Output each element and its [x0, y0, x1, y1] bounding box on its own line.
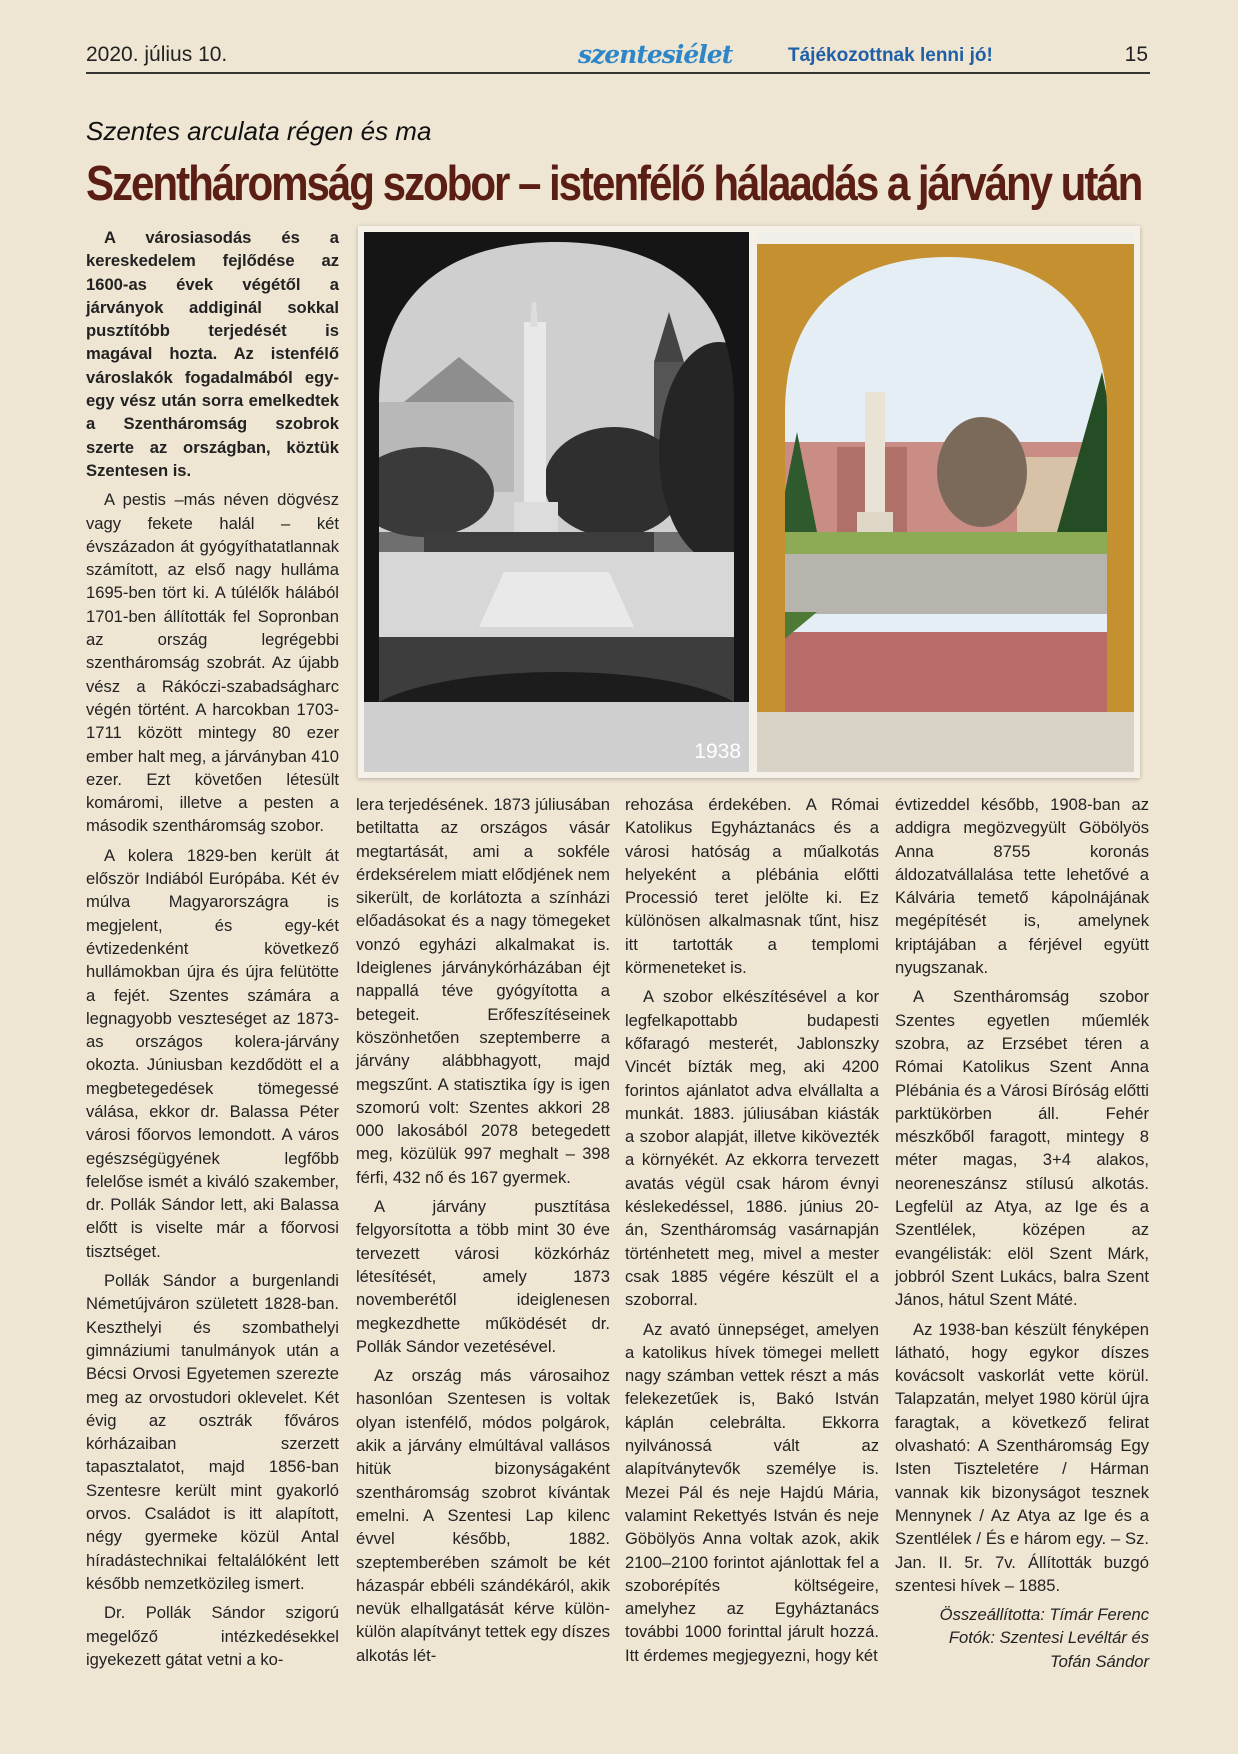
- issue-date: 2020. július 10.: [86, 43, 228, 66]
- column-2: [356, 793, 610, 1673]
- header-slogan: Tájékozottnak lenni jó!: [788, 45, 993, 66]
- paragraph: A kolera 1829-ben került át először Indiából Európába. Két év múlva Magyarországra is megjelent, és egy-két évtizedenként következő hullámokban újra és újra felütötte a fejét. Szentes számára a legnagyobb veszteséget az 1873-as országos kolera-járvány okozta. Júniusban kezdődött el a megbetegedések tömegessé válása, ekkor dr. Balassa Péter városi főorvos lemondott. A város egészségügyének legfőbb felelőse ismét a kiváló szakember, dr. Pollák Sándor lett, aki Balassa előtt is viselte már a főorvosi tisztséget.: [86, 845, 339, 1261]
- paragraph: Pollák Sándor a burgenlandi Németújváron született 1828-ban. Keszthelyi és szombathelyi gimnáziumi tanulmányok után a Bécsi Orvosi Egyetemen szerezte meg az orvostudori oklevelet. Két évig az osztrák főváros kórházaiban szerzett tapasztalatot, majd 1856-ban Szentesre került mint gyakorló orvos. Családot is itt alapított, négy gyermeke közül Antal híradástechnikai feltalálóként lett később nemzetközileg ismert.: [86, 1271, 339, 1593]
- paragraph: lera terjedésének. 1873 júliusában betiltatta az országos vásár megtartását, ami a sokféle érdeksérelem miatt elődjének nem sikerült, de korlátozta a színházi előadásokat és a nagy tömegeket vonzó egyházi alkalmakat is. Ideiglenes járványkórházában éjt nappallá téve gyógyította a betegeit. Erőfeszítéseinek köszönhetően szeptemberre a járvány alábbhagyott, majd megszűnt. A statisztika így is igen szomorú volt: Szentes akkori 28 000 lakosából 2078 betegedett meg, közülük 997 meghalt – 398 férfi, 432 nő és 167 gyermek.: [356, 795, 610, 1187]
- paragraph: Dr. Pollák Sándor szigorú megelőző intézkedésekkel igyekezett gátat vetni a ko-: [86, 1603, 339, 1669]
- paragraph: A Szentháromság szobor Szentes egyetlen műemlék szobra, az Erzsébet téren a Római Katolikus Szent Anna Plébánia és a Városi Bíróság előtti parktükörben áll. Fehér mészkőből faragott, mintegy 8 méter magas, 3+4 alakos, neoreneszánsz stílusú alkotás. Legfelül az Atya, az Ige és a Szentlélek, középen az evangélisták: elöl Szent Márk, jobbról Szent Lukács, balra Szent János, hátul Szent Máté.: [895, 987, 1149, 1310]
- page-number: 15: [1124, 43, 1148, 66]
- photo-pair: [358, 226, 1140, 778]
- article-kicker: Szentes arculata régen és ma: [86, 116, 432, 146]
- modern-photo: [757, 232, 1134, 772]
- masthead-logo: szentesiélet: [578, 40, 733, 69]
- credit-compiler: Összeállította: Tímár Ferenc: [939, 1605, 1149, 1625]
- historic-photo: [364, 232, 749, 772]
- paragraph: évtizeddel később, 1908-ban az addigra megözvegyült Göbölyös Anna 8755 koronás áldozatvállalása tette lehetővé a Kálvária temető kápolnájának megépítését is, amelynek kriptájában a férjével együtt nyugszanak.: [895, 795, 1149, 978]
- column-3: [625, 793, 879, 1673]
- page-header: [86, 42, 1150, 74]
- paragraph: A járvány pusztítása felgyorsította a több mint 30 éve tervezett városi közkórház létesítését, amely 1873 novemberétől ideiglenesen megkezdhette működését dr. Pollák Sándor vezetésével.: [356, 1197, 610, 1356]
- column-4: [895, 793, 1149, 1673]
- lead-paragraph: A városiasodás és a kereskedelem fejlődése az 1600-as évek végétől a járványok addiginál sokkal pusztítóbb terjedését is magával hozta. Az istenfélő városlakók fogadalmából egy-egy vész után sorra emelkedtek a Szentháromság szobrok szerte az országban, köztük Szentesen is.: [86, 228, 339, 480]
- modern-photo-image: [757, 232, 1134, 772]
- historic-photo-image: [364, 232, 749, 772]
- paragraph: Az ország más városaihoz hasonlóan Szentesen is voltak olyan istenfélő, módos polgárok, akik a járvány elmúltával vallásos hitük bizonyságaként szentháromság szobrot kívántak emelni. A Szentesi Lap kilenc évvel később, 1882. szeptemberében számolt be két házaspár ebbéli szándékáról, akik nevük elhallgatását kérve külön-külön alapítványt tettek egy díszes alkotás lét-: [356, 1366, 610, 1665]
- paragraph: Az avató ünnepséget, amelyen a katolikus hívek tömegei mellett nagy számban vettek részt a más felekezetűek is, Bakó István káplán celebrálta. Ekkorra nyilvánossá vált az alapítványtevők személye is. Mezei Pál és neje Hajdú Mária, valamint Rekettyés István és neje Göbölyös Anna voltak azok, akik 2100–2100 forintot ajánlottak fel a szoborépítés költségeire, amelyhez az Egyháztanács további 1000 forinttal járult hozzá. Itt érdemes megjegyezni, hogy két: [625, 1319, 879, 1665]
- paragraph: A szobor elkészítésével a kor legfelkapottabb budapesti kőfaragó mesterét, Jablonszky Vincét bízták meg, aki 4200 forintos ajánlatot adva elvállalta a munkát. 1883. júliusában kiásták a szobor alapját, illetve kikövezték a környékét. Az ekkorra tervezett avatás végül csak három évnyi késlekedéssel, 1886. június 20-án, Szentháromság vasárnapján történhetett meg, mivel a mester csak 1885 végére készült el a szoborral.: [625, 987, 879, 1310]
- paragraph: A pestis –más néven dögvész vagy fekete halál – két évszázadon át gyógyíthatatlannak számított, az első nagy hulláma 1695-ben tört ki. A túlélők hálából 1701-ben állították fel Sopronban az ország legrégebbi szentháromság szobrát. Az újabb vész a Rákóczi-szabadságharc végén történt. A harcokban 1703-1711 között mintegy 80 ezer ember halt meg, a járványban 410 ezer. Ezt követően létesült komáromi, illetve a pesten a második szentháromság szobor.: [86, 490, 339, 836]
- column-1: [86, 226, 339, 1677]
- credit-photos: Fotók: Szentesi Levéltár és: [948, 1628, 1149, 1648]
- paragraph: rehozása érdekében. A Római Katolikus Egyháztanács és a városi hatóság a műalkotás helyeként a plébánia előtti Processió teret jelölte ki. Ez különösen alkalmasnak tűnt, hisz itt tartották a templomi körmeneteket is.: [625, 795, 879, 978]
- article-title: Szentháromság szobor – istenfélő hálaadás a járvány után: [86, 157, 1142, 211]
- credit-photographer: Tofán Sándor: [1049, 1651, 1149, 1671]
- photo-year-label: 1938: [694, 740, 741, 763]
- paragraph: Az 1938-ban készült fényképen látható, hogy egykor díszes kovácsolt vaskorlát vette körül. Talapzatán, melyet 1980 körül újra faragtak, a következő felirat olvasható: A Szentháromság Egy Isten Tiszteletére / Hárman vannak kik bizonyságot tesznek Mennynek / Az Atya az Ige és a Szentlélek / És e három egy. – Sz. Jan. II. 5r. 7v. Állították buzgó szentesi hívek – 1885.: [895, 1319, 1149, 1595]
